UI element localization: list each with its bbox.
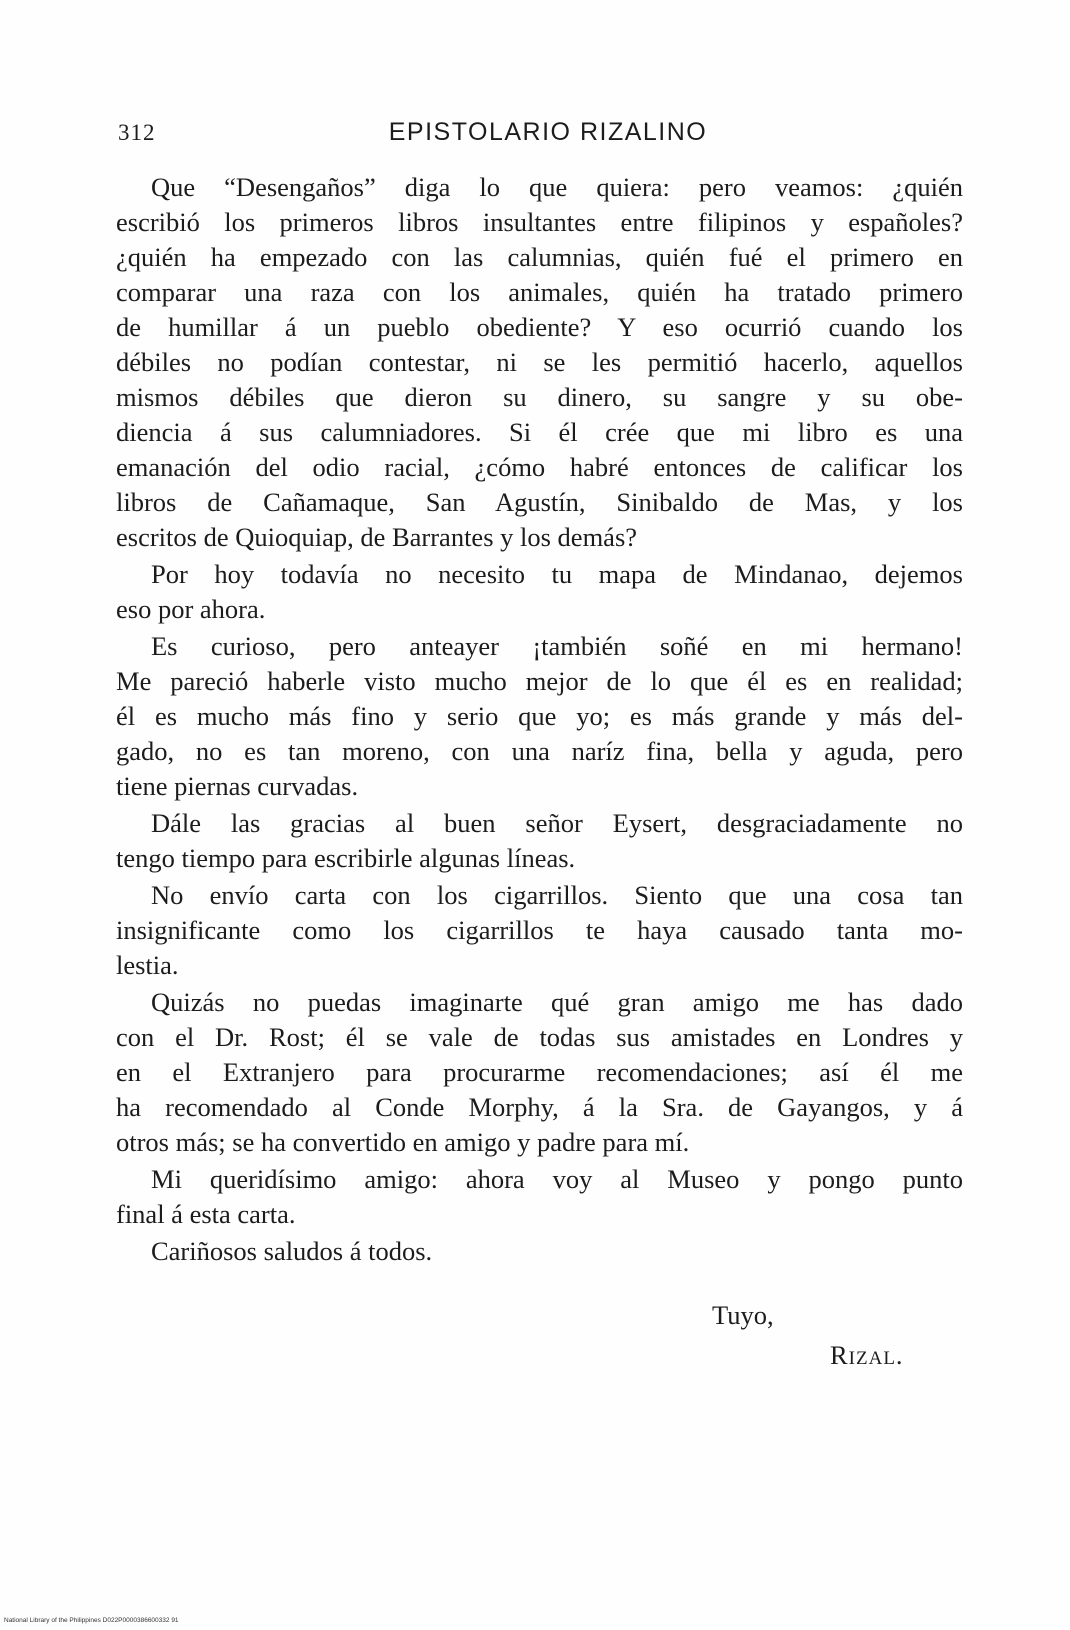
text-line: ha recomendado al Conde Morphy, á la Sra. de Gayangos, y á <box>116 1092 963 1122</box>
text-line: Es curioso, pero anteayer ¡también soñé en mi hermano! <box>151 631 963 661</box>
running-head <box>118 118 938 158</box>
paragraph <box>116 878 963 983</box>
signature: Rizal. <box>830 1340 904 1370</box>
text-line: gado, no es tan moreno, con una naríz fina, bella y aguda, pero <box>116 736 963 766</box>
page-title: EPISTOLARIO RIZALINO <box>388 118 708 146</box>
text-line: tengo tiempo para escribirle algunas líneas. <box>116 843 576 873</box>
text-line: No envío carta con los cigarrillos. Siento que una cosa tan <box>151 880 963 910</box>
text-line: comparar una raza con los animales, quién ha tratado primero <box>116 277 963 307</box>
text-line: ¿quién ha empezado con las calumnias, quién fué el primero en <box>116 242 963 272</box>
text-line: lestia. <box>116 950 179 980</box>
text-line: tiene piernas curvadas. <box>116 771 359 801</box>
text-line: Mi queridísimo amigo: ahora voy al Museo y pongo punto <box>151 1164 963 1194</box>
text-line: Por hoy todavía no necesito tu mapa de Mindanao, dejemos <box>151 559 963 589</box>
text-line: débiles no podían contestar, ni se les permitió hacerlo, aquellos <box>116 347 963 377</box>
text-line: insignificante como los cigarrillos te haya causado tanta mo- <box>116 915 963 945</box>
page-number: 312 <box>118 120 156 145</box>
text-line: otros más; se ha convertido en amigo y padre para mí. <box>116 1127 690 1157</box>
text-line: eso por ahora. <box>116 594 266 624</box>
text-line: escribió los primeros libros insultantes entre filipinos y españoles? <box>116 207 963 237</box>
text-line: final á esta carta. <box>116 1199 296 1229</box>
paragraph <box>116 629 963 804</box>
paragraph <box>116 806 963 876</box>
text-line: Quizás no puedas imaginarte qué gran amigo me has dado <box>151 987 963 1017</box>
paragraph <box>116 557 963 627</box>
text-line: libros de Cañamaque, San Agustín, Sinibaldo de Mas, y los <box>116 487 963 517</box>
text-line: Me pareció haberle visto mucho mejor de lo que él es en realidad; <box>116 666 963 696</box>
text-line: mismos débiles que dieron su dinero, su sangre y su obe- <box>116 382 963 412</box>
text-line: de humillar á un pueblo obediente? Y eso ocurrió cuando los <box>116 312 963 342</box>
text-line: escritos de Quioquiap, de Barrantes y los demás? <box>116 522 638 552</box>
text-line: Dále las gracias al buen señor Eysert, desgraciadamente no <box>151 808 963 838</box>
text-line: con el Dr. Rost; él se vale de todas sus amistades en Londres y <box>116 1022 963 1052</box>
text-line: Cariñosos saludos á todos. <box>151 1236 433 1266</box>
paragraph <box>116 1162 963 1232</box>
paragraph <box>116 170 963 555</box>
text-line: emanación del odio racial, ¿cómo habré entonces de calificar los <box>116 452 963 482</box>
paragraph <box>116 1234 963 1269</box>
text-line: en el Extranjero para procurarme recomendaciones; así él me <box>116 1057 963 1087</box>
text-line: diencia á sus calumniadores. Si él crée que mi libro es una <box>116 417 963 447</box>
letter-body <box>116 170 963 1271</box>
text-line: él es mucho más fino y serio que yo; es más grande y más del- <box>116 701 963 731</box>
paragraph <box>116 985 963 1160</box>
closing-salutation: Tuyo, <box>712 1300 774 1330</box>
text-line: Que “Desengaños” diga lo que quiera: pero veamos: ¿quién <box>151 172 963 202</box>
source-note: National Library of the Philippines D022P0000386600332 91 <box>4 1617 179 1624</box>
